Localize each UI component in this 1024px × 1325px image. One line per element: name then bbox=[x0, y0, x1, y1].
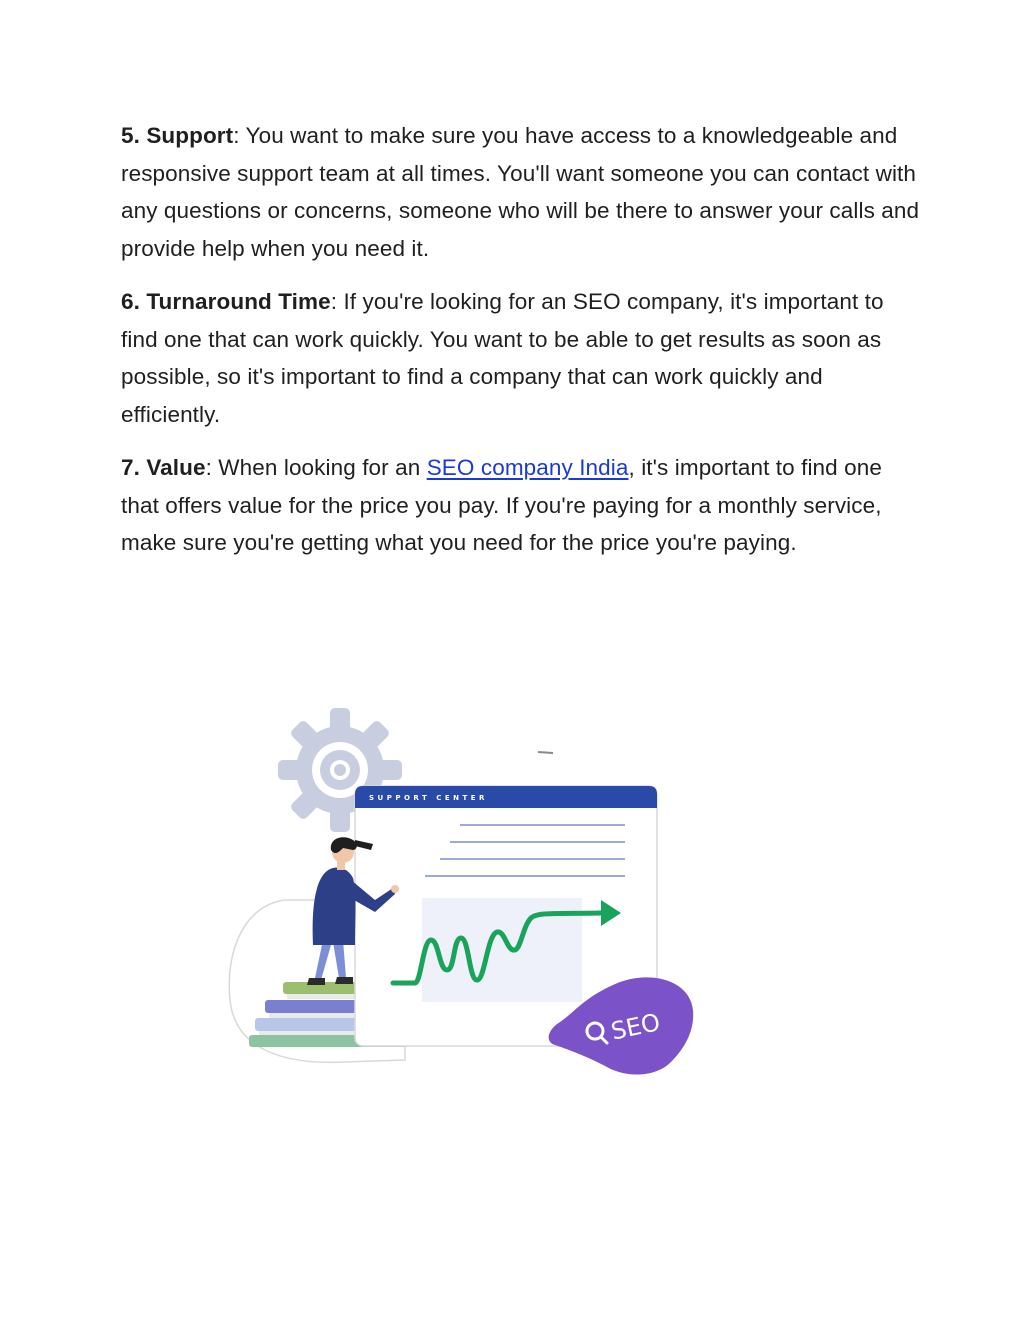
text-support: : You want to make sure you have access to a knowledgeable and responsive support team at all times. You'll want someone you can contact with any questions or concerns, someone who will be there to answer your calls and provide help when you need it. bbox=[121, 123, 920, 261]
paragraph-value bbox=[121, 449, 921, 562]
illustration-svg bbox=[225, 700, 705, 1090]
badge-text: SEO bbox=[608, 1008, 663, 1046]
heading-turnaround-time: 6. Turnaround Time bbox=[121, 289, 331, 314]
seo-company-india-link[interactable]: SEO company India bbox=[426, 455, 629, 480]
text-value-after-link: , it's important to find one that offers value for the price you pay. If you're paying for a monthly service, make sure you're getting what you need for the price you're paying. bbox=[121, 455, 882, 555]
paragraph-support bbox=[121, 117, 921, 267]
text-turnaround-time: : If you're looking for an SEO company, it's important to find one that can work quickly. You want to be able to get results as soon as possible, so it's important to find a company that can work quickly and efficiently. bbox=[121, 289, 884, 427]
paragraph-turnaround-time bbox=[121, 283, 921, 433]
heading-value: 7. Value bbox=[121, 455, 206, 480]
support-center-illustration bbox=[225, 700, 705, 1090]
decorative-dash bbox=[538, 752, 553, 753]
panel-title: SUPPORT CENTER bbox=[369, 794, 488, 802]
heading-support: 5. Support bbox=[121, 123, 234, 148]
article-body bbox=[121, 117, 921, 578]
text-value-before-link: : When looking for an bbox=[205, 455, 427, 480]
